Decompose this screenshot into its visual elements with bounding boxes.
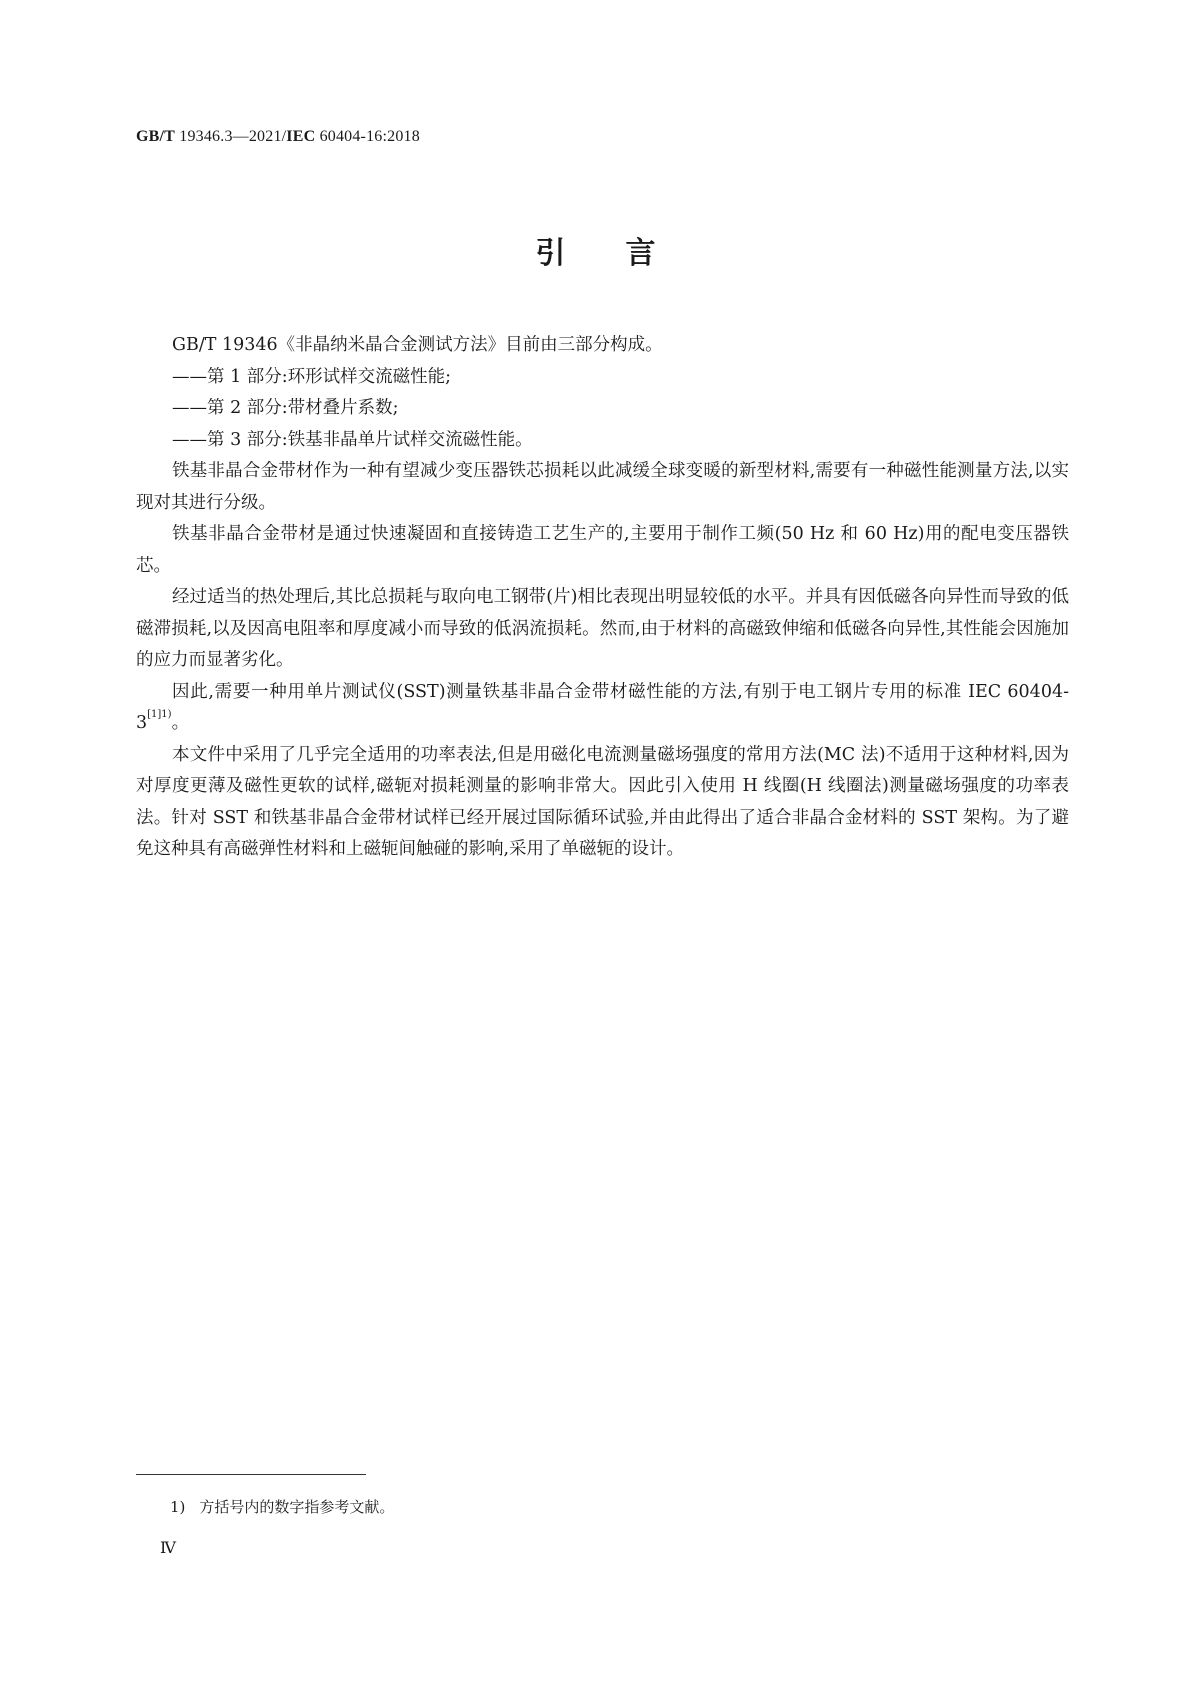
reference-marker: [1]1) [147,709,172,720]
document-header [136,128,420,146]
document-body [136,330,1069,866]
footnote [170,1496,394,1517]
list-item-part-3: ——第 3 部分:铁基非晶单片试样交流磁性能。 [172,429,533,450]
paragraph-sst-text: 因此,需要一种用单片测试仪(SST)测量铁基非晶合金带材磁性能的方法,有别于电工钢片专用的标准 IEC 60404-3 [136,681,1069,733]
footnote-text: 方括号内的数字指参考文献。 [199,1498,395,1516]
footnote-divider [136,1474,366,1475]
standard-code: GB/T [136,128,176,145]
footnote-number: 1) [170,1498,186,1516]
paragraph-intro: GB/T 19346《非晶纳米晶合金测试方法》目前由三部分构成。 [172,335,663,355]
paragraph-material: 铁基非晶合金带材作为一种有望减少变压器铁芯损耗以此减缓全球变暖的新型材料,需要有一种磁性能测量方法,以实现对其进行分级。 [136,461,1069,513]
paragraph-sst [136,677,1069,740]
paragraph-production: 铁基非晶合金带材是通过快速凝固和直接铸造工艺生产的,主要用于制作工频(50 Hz 和 60 Hz)用的配电变压器铁芯。 [136,524,1069,576]
page-number: Ⅳ [160,1540,176,1557]
iec-code: IEC [286,128,316,145]
paragraph-sst-end: 。 [171,713,190,733]
list-item-part-2: ——第 2 部分:带材叠片系数; [172,398,399,418]
list-item-part-1: ——第 1 部分:环形试样交流磁性能; [172,366,452,387]
paragraph-method: 本文件中采用了几乎完全适用的功率表法,但是用磁化电流测量磁场强度的常用方法(MC 法)不适用于这种材料,因为对厚度更薄及磁性更软的试样,磁轭对损耗测量的影响非常大。因此引入使用 H 线圈(H 线圈法)测量磁场强度的功率表法。针对 SST 和铁基非晶合金带材试样已经开展过国际循环试验,并由此得出了适合非晶合金材料的 SST 架构。为了避免这种具有高磁弹性材料和上磁轭间触碰的影响,采用了单磁轭的设计。 [136,744,1069,859]
iec-number: 60404-16:2018 [319,128,420,145]
page-title: 引言 [535,236,716,271]
paragraph-heat-treatment: 经过适当的热处理后,其比总损耗与取向电工钢带(片)相比表现出明显较低的水平。并具有因低磁各向异性而导致的低磁滞损耗,以及因高电阻率和厚度减小而导致的低涡流损耗。然而,由于材料的高磁致伸缩和低磁各向异性,其性能会因施加的应力而显著劣化。 [136,587,1069,670]
standard-number: 19346.3—2021/ [179,128,287,145]
